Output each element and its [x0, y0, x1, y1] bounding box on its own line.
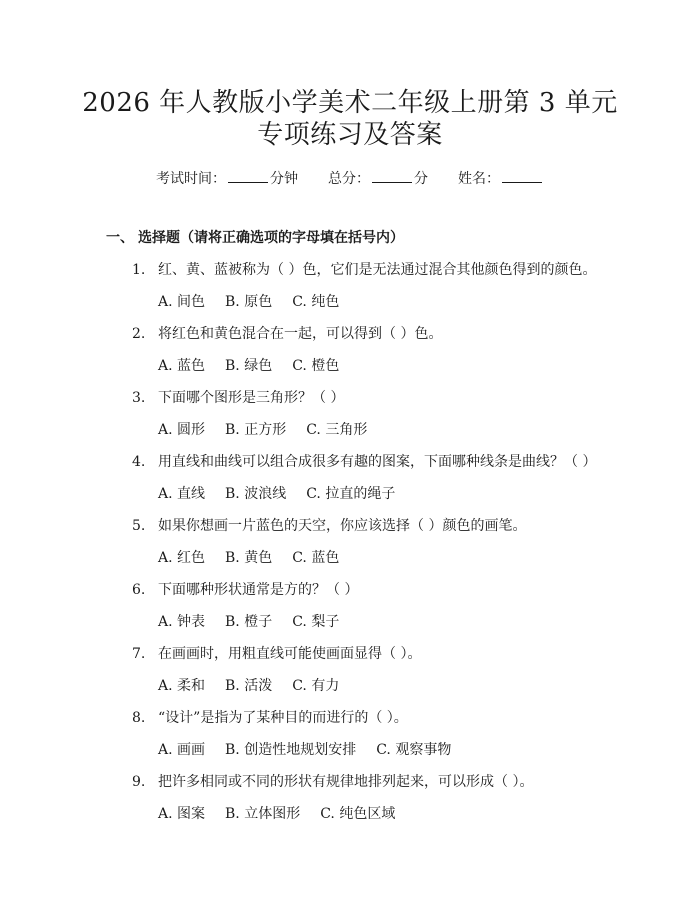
section-number: 一、 — [106, 230, 134, 246]
option-a: A. 直线 — [158, 486, 206, 502]
option-c: C. 观察事物 — [376, 742, 452, 758]
question-7-options — [158, 676, 359, 696]
total-score-label: 总分： — [328, 171, 370, 187]
question-text: 在画画时，用粗直线可能使画面显得（ ）。 — [158, 646, 422, 662]
question-text: 用直线和曲线可以组合成很多有趣的图案，下面哪种线条是曲线？（ ） — [158, 454, 597, 470]
option-c: C. 纯色区域 — [320, 806, 396, 822]
student-name-field — [458, 168, 544, 189]
question-7 — [132, 644, 421, 664]
question-1-options — [158, 292, 359, 312]
option-b: B. 黄色 — [225, 550, 273, 566]
option-b: B. 创造性地规划安排 — [225, 742, 357, 758]
option-a: A. 图案 — [158, 806, 206, 822]
total-score-field — [328, 168, 428, 189]
question-5-options — [158, 548, 359, 568]
option-c: C. 橙色 — [292, 358, 340, 374]
option-a: A. 圆形 — [158, 422, 206, 438]
question-number: 6. — [132, 582, 146, 598]
question-3 — [132, 388, 344, 408]
question-text: 如果你想画一片蓝色的天空，你应该选择（ ）颜色的画笔。 — [158, 518, 527, 534]
page-title-line1: 2026 年人教版小学美术二年级上册第 3 单元 — [82, 88, 618, 118]
question-number: 9. — [132, 774, 146, 790]
option-c: C. 蓝色 — [292, 550, 340, 566]
question-8-options — [158, 740, 471, 760]
option-a: A. 间色 — [158, 294, 206, 310]
question-6-options — [158, 612, 359, 632]
exam-time-blank — [228, 168, 268, 183]
student-name-label: 姓名： — [458, 171, 500, 187]
question-3-options — [158, 420, 387, 440]
question-5 — [132, 516, 526, 536]
question-2 — [132, 324, 442, 344]
question-6 — [132, 580, 358, 600]
section-title: 选择题（请将正确选项的字母填在括号内） — [138, 230, 404, 246]
total-score-blank — [372, 168, 412, 183]
question-9-options — [158, 804, 415, 824]
option-b: B. 波浪线 — [225, 486, 287, 502]
exam-info-bar — [0, 168, 700, 189]
question-text: 下面哪个图形是三角形？（ ） — [158, 390, 345, 406]
question-number: 2. — [132, 326, 146, 342]
section-heading — [106, 228, 404, 248]
question-text: 把许多相同或不同的形状有规律地排列起来，可以形成（ ）。 — [158, 774, 534, 790]
option-c: C. 梨子 — [292, 614, 340, 630]
question-9 — [132, 772, 533, 792]
question-number: 7. — [132, 646, 146, 662]
question-text: 将红色和黄色混合在一起，可以得到（ ）色。 — [158, 326, 443, 342]
option-a: A. 钟表 — [158, 614, 206, 630]
option-c: C. 三角形 — [306, 422, 368, 438]
option-a: A. 柔和 — [158, 678, 206, 694]
exam-time-field — [156, 168, 298, 189]
question-text: 下面哪种形状通常是方的？（ ） — [158, 582, 359, 598]
option-c: C. 纯色 — [292, 294, 340, 310]
question-number: 5. — [132, 518, 146, 534]
option-b: B. 橙子 — [225, 614, 273, 630]
option-b: B. 绿色 — [225, 358, 273, 374]
question-4-options — [158, 484, 415, 504]
student-name-blank — [502, 168, 542, 183]
page-title-line2: 专项练习及答案 — [257, 120, 443, 150]
question-1 — [132, 260, 596, 280]
question-text: 红、黄、蓝被称为（ ）色，它们是无法通过混合其他颜色得到的颜色。 — [158, 262, 597, 278]
question-2-options — [158, 356, 359, 376]
question-number: 3. — [132, 390, 146, 406]
question-number: 4. — [132, 454, 146, 470]
total-score-unit: 分 — [414, 171, 428, 187]
question-8 — [132, 708, 408, 728]
question-4 — [132, 452, 596, 472]
option-b: B. 原色 — [225, 294, 273, 310]
exam-time-label: 考试时间： — [156, 171, 226, 187]
question-number: 1. — [132, 262, 146, 278]
option-c: C. 拉直的绳子 — [306, 486, 396, 502]
option-b: B. 活泼 — [225, 678, 273, 694]
exam-time-unit: 分钟 — [270, 171, 298, 187]
option-a: A. 蓝色 — [158, 358, 206, 374]
question-text: “设计”是指为了某种目的而进行的（ ）。 — [158, 710, 408, 726]
option-b: B. 正方形 — [225, 422, 287, 438]
option-b: B. 立体图形 — [225, 806, 301, 822]
option-a: A. 画画 — [158, 742, 206, 758]
question-number: 8. — [132, 710, 146, 726]
option-c: C. 有力 — [292, 678, 340, 694]
option-a: A. 红色 — [158, 550, 206, 566]
